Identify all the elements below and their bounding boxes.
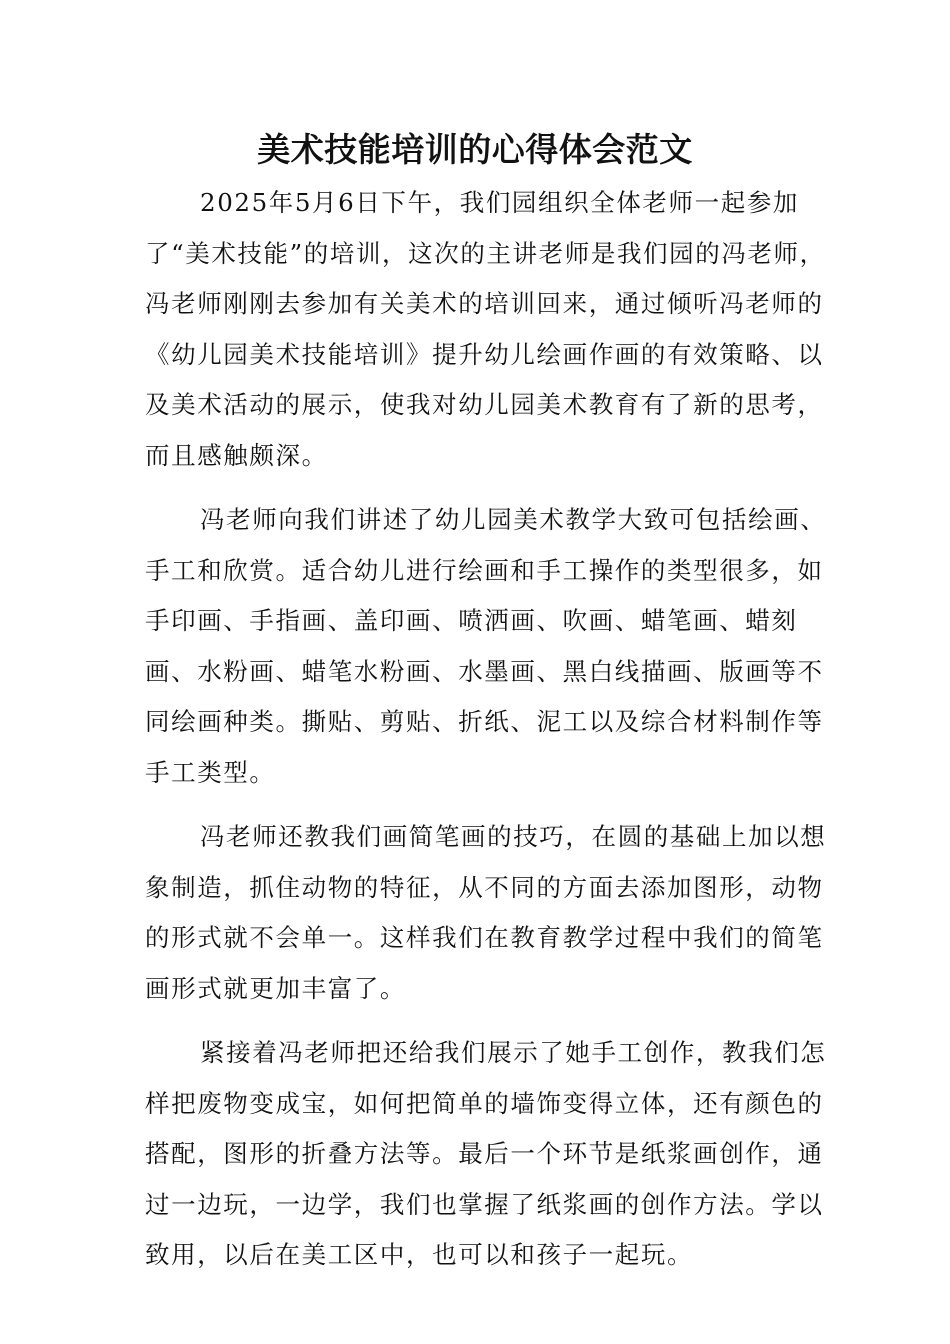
document-title: 美术技能培训的心得体会范文: [257, 130, 693, 169]
paragraph-4: 紧接着冯老师把还给我们展示了她手工创作，教我们怎样把废物变成宝，如何把简单的墙饰变得立体，还有颜色的搭配，图形的折叠方法等。最后一个环节是纸浆画创作，通过一边玩，一边学，我们也掌握了纸浆画的创作方法。学以致用，以后在美工区中，也可以和孩子一起玩。: [145, 1038, 827, 1269]
paragraph-3: 冯老师还教我们画简笔画的技巧，在圆的基础上加以想象制造，抓住动物的特征，从不同的方面去添加图形，动物的形式就不会单一。这样我们在教育教学过程中我们的简笔画形式就更加丰富了。: [145, 822, 827, 1003]
document-body: [145, 178, 835, 1295]
paragraph-2: 冯老师向我们讲述了幼儿园美术教学大致可包括绘画、手工和欣赏。适合幼儿进行绘画和手工操作的类型很多，如手印画、手指画、盖印画、喷洒画、吹画、蜡笔画、蜡刻画、水粉画、蜡笔水粉画、水墨画、黑白线描画、版画等不同绘画种类。撕贴、剪贴、折纸、泥工以及综合材料制作等手工类型。: [145, 505, 827, 787]
paragraph-1: 2025年5月6日下午，我们园组织全体老师一起参加了“美术技能”的培训，这次的主讲老师是我们园的冯老师，冯老师刚刚去参加有关美术的培训回来，通过倾听冯老师的《幼儿园美术技能培训》提升幼儿绘画作画的有效策略、以及美术活动的展示，使我对幼儿园美术教育有了新的思考，而且感触颇深。: [145, 188, 826, 470]
